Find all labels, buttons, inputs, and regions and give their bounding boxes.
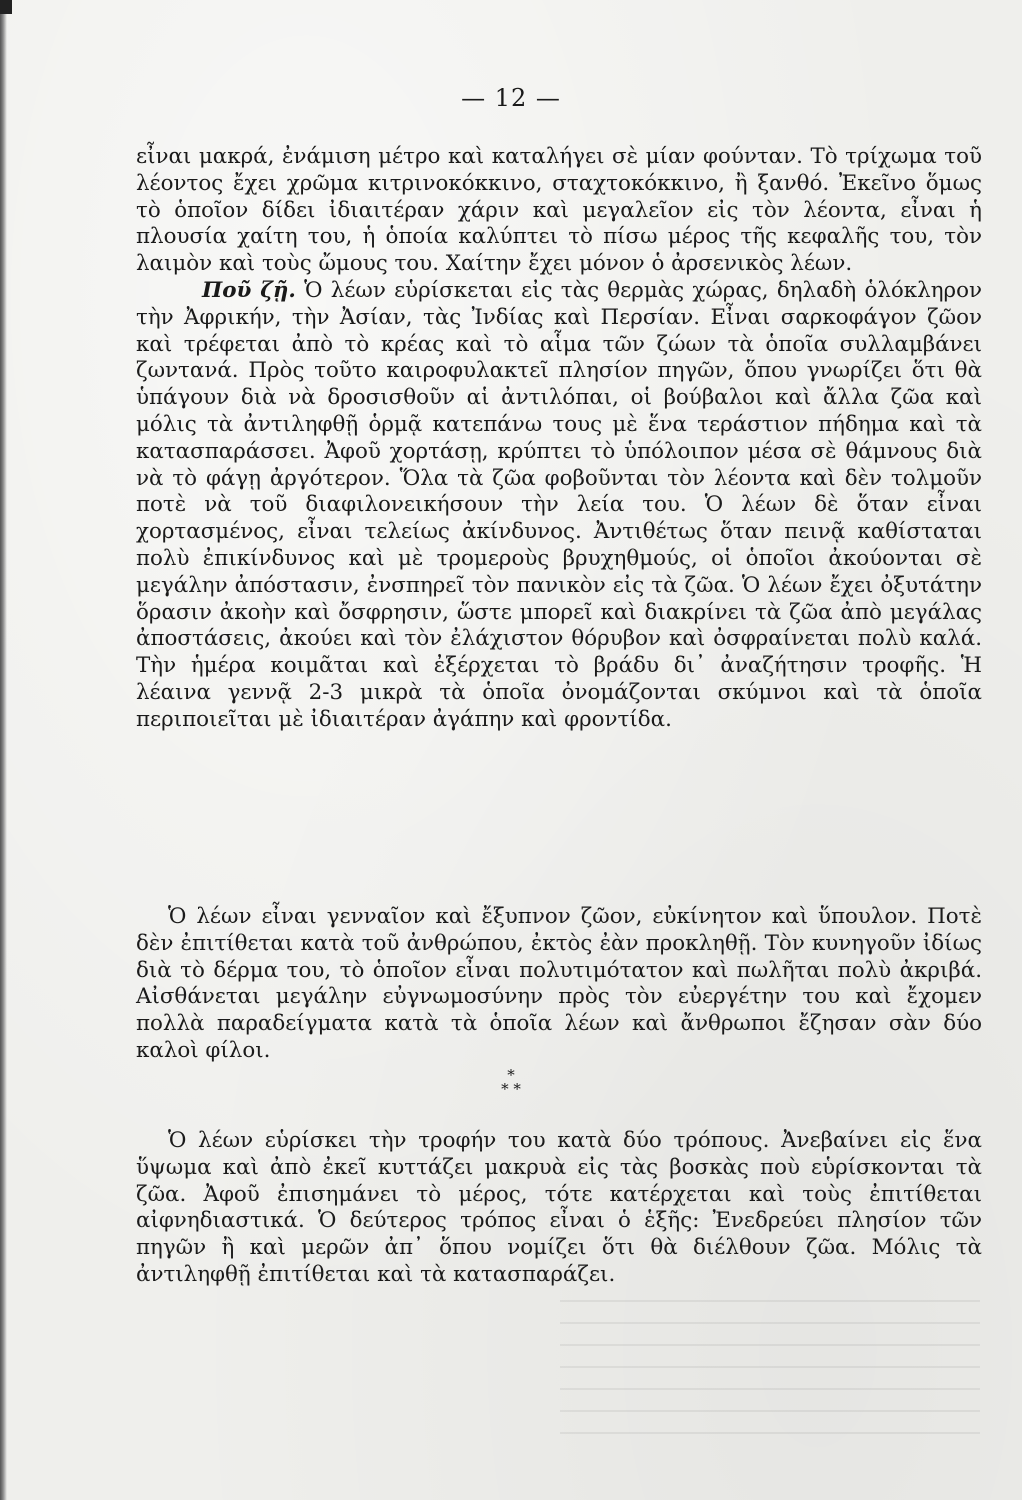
- paragraph-habitat-text: Ὁ λέων εὑρίσκεται εἰς τὰς θερμὰς χώρας, δηλαδὴ ὁλόκληρον τὴν Ἀφρικήν, τὴν Ἀσίαν, τὰς Ἰνδίας καὶ Περσίαν. Εἶναι σαρκοφάγον ζῶον καὶ τρέφεται ἀπὸ τὸ κρέας καὶ τὸ αἷμα τῶν ζώων τὰ ὁποῖα συλλαμβάνει ζωντανά. Πρὸς τοῦτο καιροφυλακτεῖ πλησίον πηγῶν, ὅπου γνωρίζει ὅτι θὰ ὑπάγουν διὰ νὰ δροσισθοῦν αἱ ἀντιλόπαι, οἱ βούβαλοι καὶ ἄλλα ζῶα καὶ μόλις τὰ ἀντιληφθῇ ὁρμᾷ κατεπάνω τους μὲ ἕνα τεράστιον πήδημα καὶ τὰ κατασπαράσσει. Ἀφοῦ χορτάσῃ, κρύπτει τὸ ὑπόλοιπον μέσα σὲ θάμνους διὰ νὰ τὸ φάγῃ ἀργότερον. Ὅλα τὰ ζῶα φοβοῦνται τὸν λέοντα καὶ δὲν τολμοῦν ποτὲ νὰ τοῦ διαφιλονεικήσουν τὴν λεία του. Ὁ λέων δὲ ὅταν εἶναι χορτασμένος, εἶναι τελείως ἀκίνδυνος. Ἀντιθέτως ὅταν πεινᾷ καθίσταται πολὺ ἐπικίνδυνος καὶ μὲ τρομεροὺς βρυχηθμούς, οἱ ὁποῖοι ἀκούονται σὲ μεγάλην ἀπόστασιν, ἐνσπηρεῖ τὸν πανικὸν εἰς τὰ ζῶα. Ὁ λέων ἔχει ὀξυτάτην ὅρασιν ἀκοὴν καὶ ὄσφρησιν, ὥστε μπορεῖ καὶ διακρίνει τὰ ζῶα ἀπὸ μεγάλας ἀποστάσεις, ἀκούει καὶ τὸν ἐλάχιστον θόρυβον καὶ ὀσφραίνεται πολὺ καλά. Τὴν ἡμέρα κοιμᾶται καὶ ἐξέρχεται τὸ βράδυ δι᾽ ἀναζήτησιν τροφῆς. Ἡ λέαινα γεννᾷ 2-3 μικρὰ τὰ ὁποῖα ὀνομάζονται σκύμνοι καὶ τὰ ὁποῖα περιποιεῖται μὲ ἰδιαιτέραν ἀγάπην καὶ φροντίδα.: [136, 277, 982, 732]
- asterism-top-star: *: [507, 1066, 515, 1084]
- scan-corner-mark: [0, 0, 12, 14]
- third-text-block: [136, 1128, 982, 1289]
- asterism-bottom-stars: * *: [501, 1080, 521, 1098]
- paragraph-hunting: Ὁ λέων εὑρίσκει τὴν τροφήν του κατὰ δύο τρόπους. Ἀνεβαίνει εἰς ἕνα ὕψωμα καὶ ἀπὸ ἐκεῖ κυττάζει μακρυὰ εἰς τὰς βοσκὰς ποὺ εὑρίσκονται τὰ ζῶα. Ἀφοῦ ἐπισημάνει τὸ μέρος, τότε κατέρχεται καὶ τοὺς ἐπιτίθεται αἰφνηδιαστικά. Ὁ δεύτερος τρόπος εἶναι ὁ ἑξῆς: Ἐνεδρεύει πλησίον τῶν πηγῶν ἢ καὶ μερῶν ἀπ᾽ ὅπου νομίζει ὅτι θὰ διέλθουν ζῶα. Μόλις τὰ ἀντιληφθῇ ἐπιτίθεται καὶ τὰ κατασπαράζει.: [136, 1128, 982, 1287]
- paragraph-character: Ὁ λέων εἶναι γενναῖον καὶ ἔξυπνον ζῶον, εὐκίνητον καὶ ὕπουλον. Ποτὲ δὲν ἐπιτίθεται κατὰ τοῦ ἀνθρώπου, ἐκτὸς ἐὰν προκληθῇ. Τὸν κυνηγοῦν ἰδίως διὰ τὸ δέρμα του, τὸ ὁποῖον εἶναι πολυτιμότατον καὶ πωλῆται πολὺ ἀκριβά. Αἰσθάνεται μεγάλην εὐγνωμοσύνην πρὸς τὸν εὐεργέτην του καὶ ἔχομεν πολλὰ παραδείγματα κατὰ τὰ ὁποῖα λέων καὶ ἄνθρωποι ἔζησαν σὰν δύο καλοὶ φίλοι.: [136, 904, 982, 1063]
- page-number: — 12 —: [461, 84, 561, 112]
- paragraph-habitat: [136, 278, 982, 734]
- page-binding-edge: [0, 0, 7, 1500]
- show-through-text: [560, 1300, 980, 1440]
- main-text-block: [136, 144, 982, 734]
- section-subheading: Ποῦ ζῇ.: [202, 277, 296, 303]
- asterism-divider: [0, 1068, 1022, 1096]
- paragraph-mane-description: εἶναι μακρά, ἐνάμιση μέτρο καὶ καταλήγει σὲ μίαν φούνταν. Τὸ τρίχωμα τοῦ λέοντος ἔχει χρῶμα κιτρινοκόκκινο, σταχτοκόκκινο, ἢ ξανθό. Ἐκεῖνο ὅμως τὸ ὁποῖον δίδει ἰδιαιτέραν χάριν καὶ μεγαλεῖον εἰς τὸν λέοντα, εἶναι ἡ πλουσία χαίτη του, ἡ ὁποία καλύπτει τὸ πίσω μέρος τῆς κεφαλῆς του, τὸν λαιμὸν καὶ τοὺς ὤμους του. Χαίτην ἔχει μόνον ὁ ἀρσενικὸς λέων.: [136, 144, 982, 277]
- second-text-block: [136, 904, 982, 1065]
